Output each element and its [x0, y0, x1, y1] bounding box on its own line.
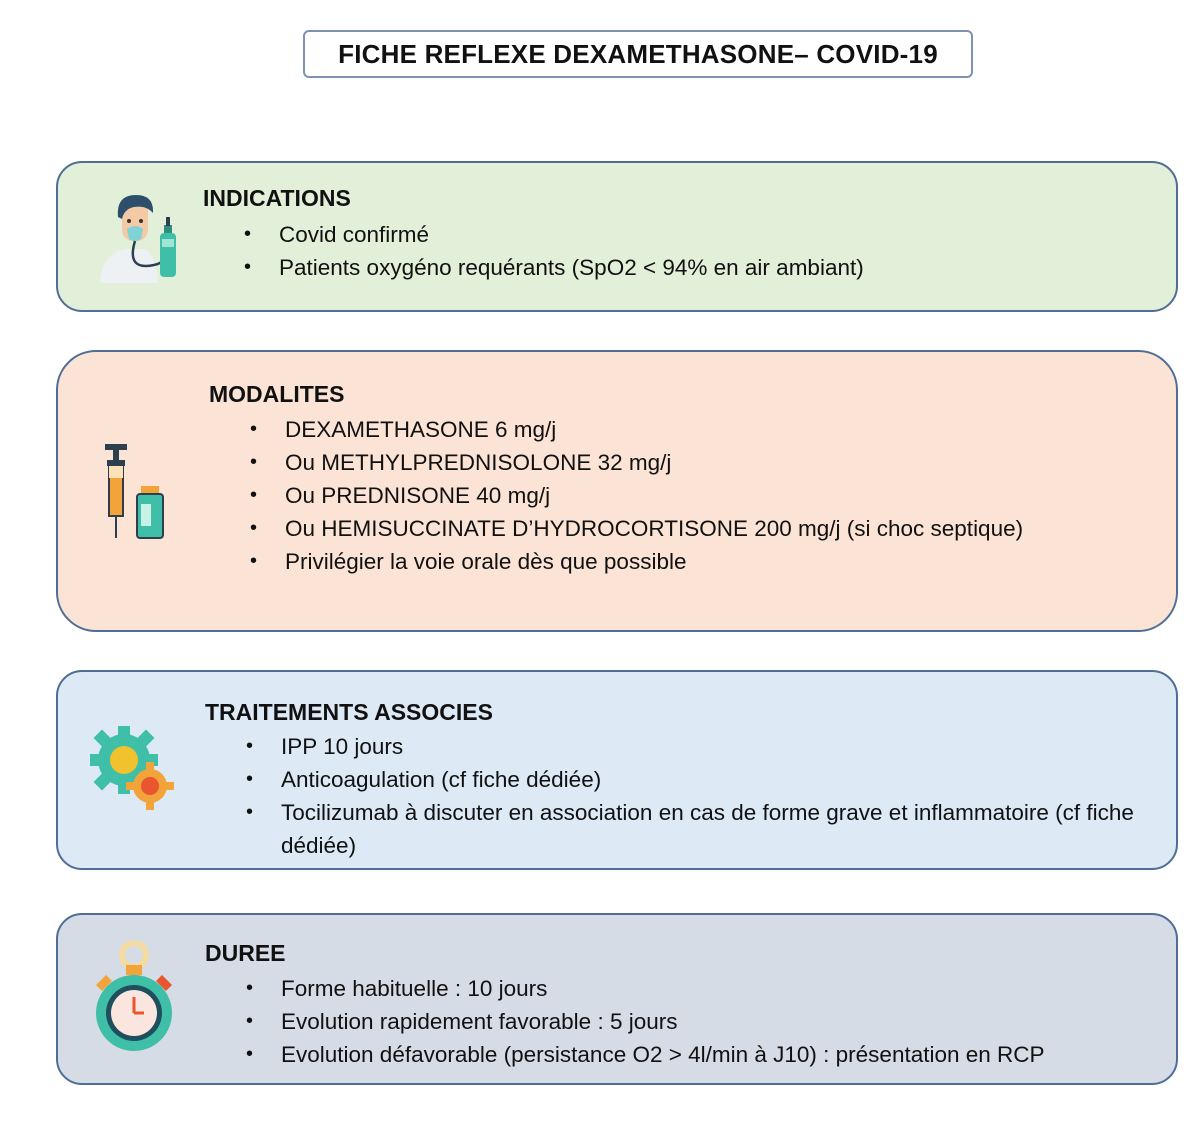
- list-item: • Ou METHYLPREDNISOLONE 32 mg/j: [250, 446, 1023, 479]
- list-item: • Forme habituelle : 10 jours: [246, 972, 1045, 1005]
- list-item: • Evolution rapidement favorable : 5 jours: [246, 1005, 1045, 1038]
- list-item: • Evolution défavorable (persistance O2 > 4l/min à J10) : présentation en RCP: [246, 1038, 1045, 1071]
- section-heading: MODALITES: [209, 381, 345, 407]
- section-heading: TRAITEMENTS ASSOCIES: [205, 699, 493, 725]
- list-item: • DEXAMETHASONE 6 mg/j: [250, 413, 1023, 446]
- syringe-vial-icon: [103, 442, 173, 542]
- section-traitements: [56, 670, 1178, 870]
- list-item: • Privilégier la voie orale dès que possible: [250, 545, 1023, 578]
- list-item: • Tocilizumab à discuter en association en cas de forme grave et inflammatoire (cf fiche dédiée): [246, 796, 1156, 862]
- patient-oxygen-icon: [96, 191, 186, 286]
- list-item: • Ou PREDNISONE 40 mg/j: [250, 479, 1023, 512]
- stopwatch-icon: [90, 941, 180, 1056]
- section-modalites: [56, 350, 1178, 632]
- section-duree: [56, 913, 1178, 1085]
- section-list: [244, 218, 864, 284]
- section-heading: DUREE: [205, 940, 286, 966]
- section-list: [246, 730, 1156, 862]
- section-list: [250, 413, 1023, 578]
- list-item: • Patients oxygéno requérants (SpO2 < 94% en air ambiant): [244, 251, 864, 284]
- section-list: [246, 972, 1045, 1071]
- page-title: FICHE REFLEXE DEXAMETHASONE– COVID-19: [303, 30, 973, 78]
- gears-icon: [88, 724, 178, 814]
- section-heading: INDICATIONS: [203, 185, 351, 211]
- list-item: • IPP 10 jours: [246, 730, 1156, 763]
- list-item: • Anticoagulation (cf fiche dédiée): [246, 763, 1156, 796]
- section-indications: [56, 161, 1178, 312]
- list-item: • Ou HEMISUCCINATE D’HYDROCORTISONE 200 mg/j (si choc septique): [250, 512, 1023, 545]
- list-item: • Covid confirmé: [244, 218, 864, 251]
